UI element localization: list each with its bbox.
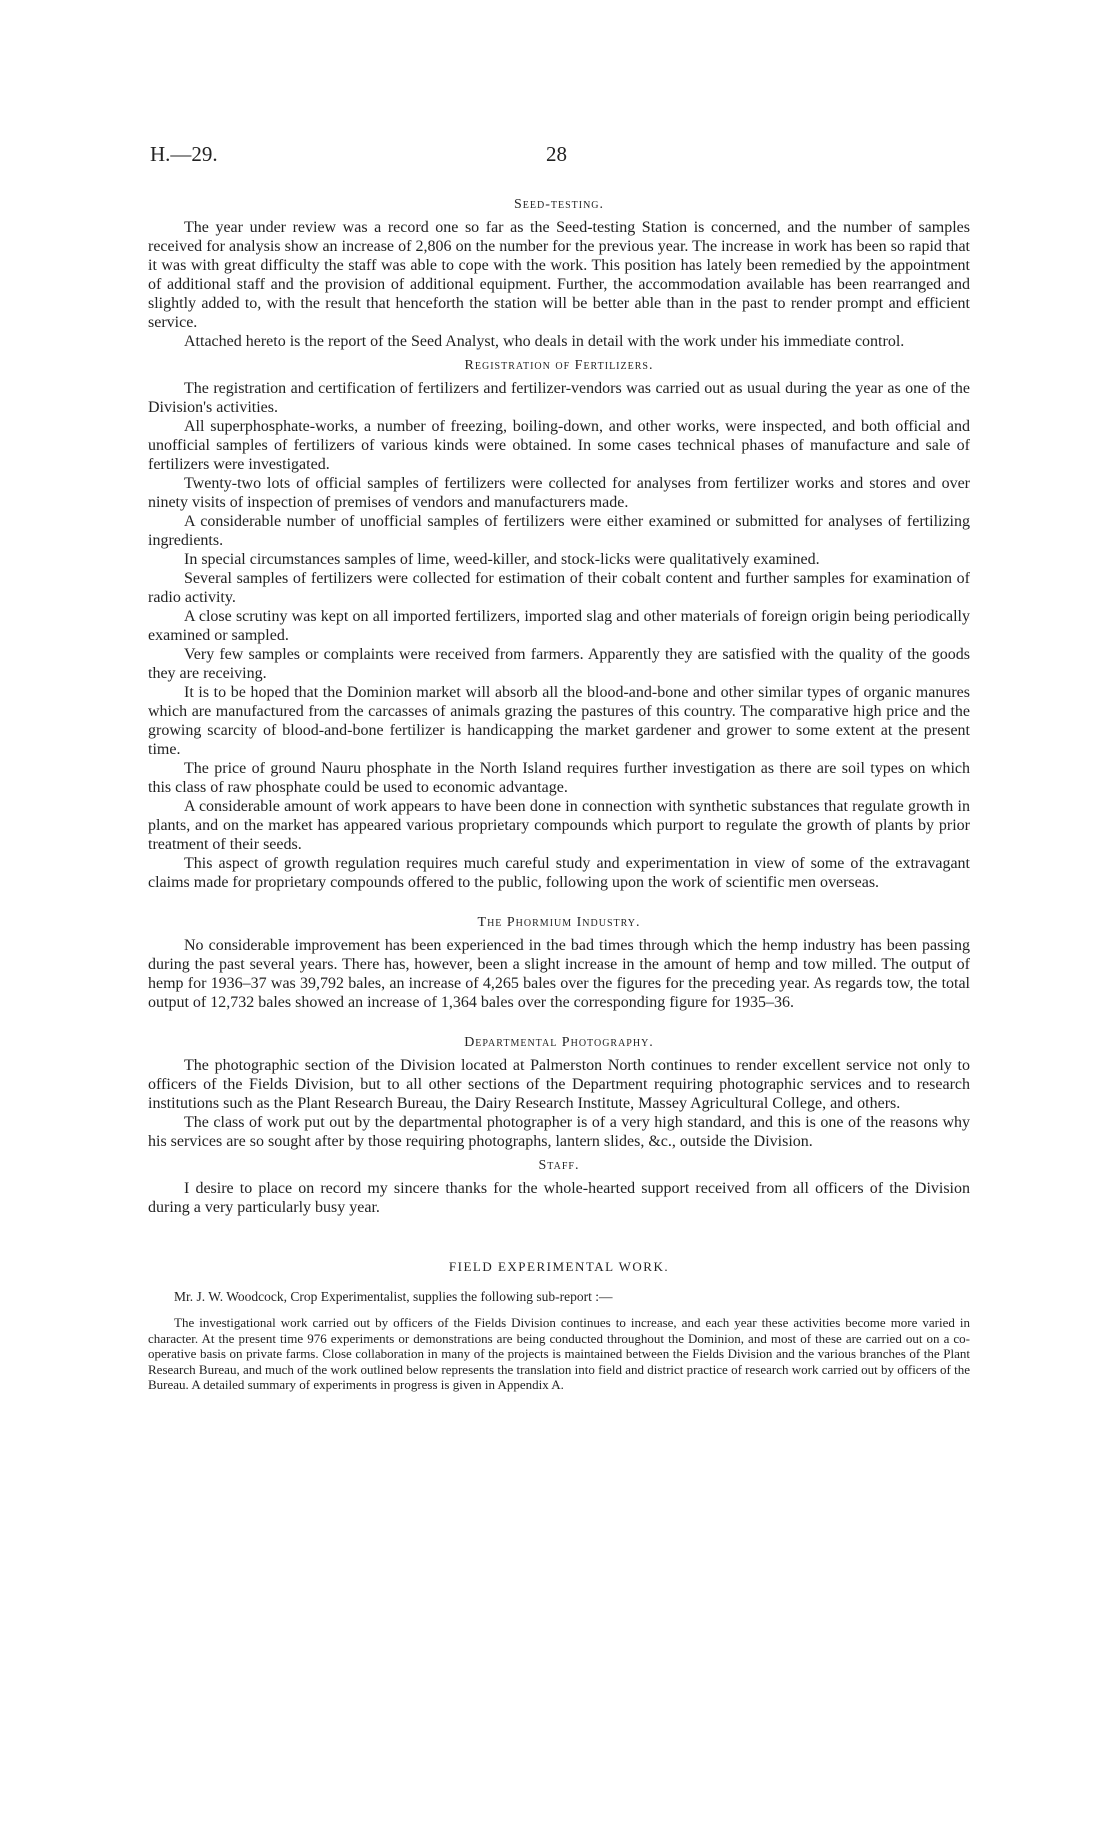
paragraph: The registration and certification of fertilizers and fertilizer-vendors was carried out as usual during the year as one of the Division's activities. [148, 380, 970, 416]
paragraph: The price of ground Nauru phosphate in the North Island requires further investigation as there are soil types on which this class of raw phosphate could be used to economic advantage. [148, 760, 970, 796]
section-heading-phormium-industry: The Phormium Industry. [477, 915, 641, 930]
section-heading-registration-of-fertilizers: Registration of Fertilizers. [464, 358, 654, 373]
paragraph: The year under review was a record one so far as the Seed-testing Station is concerned, and the number of samples received for analysis show an increase of 2,806 on the number for the previous year. The increase in work has been so rapid that it was with great difficulty the staff was able to cope with the work. This position has lately been remedied by the appointment of additional staff and the provision of additional equipment. Further, the accommodation available has been rearranged and slightly added to, with the result that henceforth the station will be better able than in the past to render prompt and efficient service. [148, 219, 970, 331]
paragraph: This aspect of growth regulation requires much careful study and experimentation in view of some of the extravagant claims made for proprietary compounds offered to the public, following upon the work of scientific men overseas. [148, 855, 970, 891]
paragraph: In special circumstances samples of lime, weed-killer, and stock-licks were qualitatively examined. [184, 551, 820, 568]
paragraph: The investigational work carried out by officers of the Fields Division continues to increase, and each year these activities become more varied in character. At the present time 976 experiments or demonstrations are being conducted throughout the Dominion, and most of these are carried out on a co-operative basis on private farms. Close collaboration in many of the projects is maintained between the Fields Division and the various branches of the Plant Research Bureau, and much of the work outlined below represents the translation into field and district practice of research work carried out by officers of the Bureau. A detailed summary of experiments in progress is given in Appendix A. [148, 1315, 970, 1392]
page-header [150, 142, 970, 168]
section-heading-staff: Staff. [538, 1158, 580, 1173]
section-heading-departmental-photography: Departmental Photography. [464, 1035, 654, 1050]
paragraph: A close scrutiny was kept on all imported fertilizers, imported slag and other materials of foreign origin being periodically examined or sampled. [148, 608, 970, 644]
section-heading-seed-testing: Seed-testing. [513, 197, 605, 212]
paragraph: I desire to place on record my sincere thanks for the whole-hearted support received from all officers of the Division during a very particularly busy year. [148, 1180, 970, 1216]
paragraph: All superphosphate-works, a number of freezing, boiling-down, and other works, were inspected, and both official and unofficial samples of fertilizers of various kinds were obtained. In some cases technical phases of manufacture and sale of fertilizers were investigated. [148, 418, 970, 473]
sub-report-intro: Mr. J. W. Woodcock, Crop Experimentalist, supplies the following sub-report :— [174, 1289, 613, 1304]
page-number: 28 [546, 142, 567, 166]
section-heading-field-experimental-work: FIELD EXPERIMENTAL WORK. [448, 1259, 670, 1274]
page-reference: H.—29. [150, 142, 218, 166]
paragraph: The photographic section of the Division located at Palmerston North continues to render excellent service not only to officers of the Fields Division, but to all other sections of the Department requiring photographic services and to research institutions such as the Plant Research Bureau, the Dairy Research Institute, Massey Agricultural College, and others. [148, 1057, 970, 1112]
document-body [148, 196, 970, 1393]
paragraph: A considerable amount of work appears to have been done in connection with synthetic substances that regulate growth in plants, and on the market has appeared various proprietary compounds which purport to regulate the growth of plants by prior treatment of their seeds. [148, 798, 970, 853]
paragraph: Several samples of fertilizers were collected for estimation of their cobalt content and further samples for examination of radio activity. [148, 570, 970, 606]
paragraph: A considerable number of unofficial samples of fertilizers were either examined or submitted for analyses of fertilizing ingredients. [148, 513, 970, 549]
paragraph: The class of work put out by the departmental photographer is of a very high standard, and this is one of the reasons why his services are so sought after by those requiring photographs, lantern slides, &c., outside the Division. [148, 1114, 970, 1150]
paragraph: Attached hereto is the report of the Seed Analyst, who deals in detail with the work under his immediate control. [184, 333, 905, 350]
paragraph: No considerable improvement has been experienced in the bad times through which the hemp industry has been passing during the past several years. There has, however, been a slight increase in the amount of hemp and tow milled. The output of hemp for 1936–37 was 39,792 bales, an increase of 4,265 bales over the figures for the preceding year. As regards tow, the total output of 12,732 bales showed an increase of 1,364 bales over the corresponding figure for 1935–36. [148, 937, 970, 1011]
paragraph: Twenty-two lots of official samples of fertilizers were collected for analyses from fertilizer works and stores and over ninety visits of inspection of premises of vendors and manufacturers made. [148, 475, 970, 511]
paragraph: It is to be hoped that the Dominion market will absorb all the blood-and-bone and other similar types of organic manures which are manufactured from the carcasses of animals grazing the pastures of this country. The comparative high price and the growing scarcity of blood-and-bone fertilizer is handicapping the market gardener and grower to some extent at the present time. [148, 684, 970, 758]
paragraph: Very few samples or complaints were received from farmers. Apparently they are satisfied with the quality of the goods they are receiving. [148, 646, 970, 682]
